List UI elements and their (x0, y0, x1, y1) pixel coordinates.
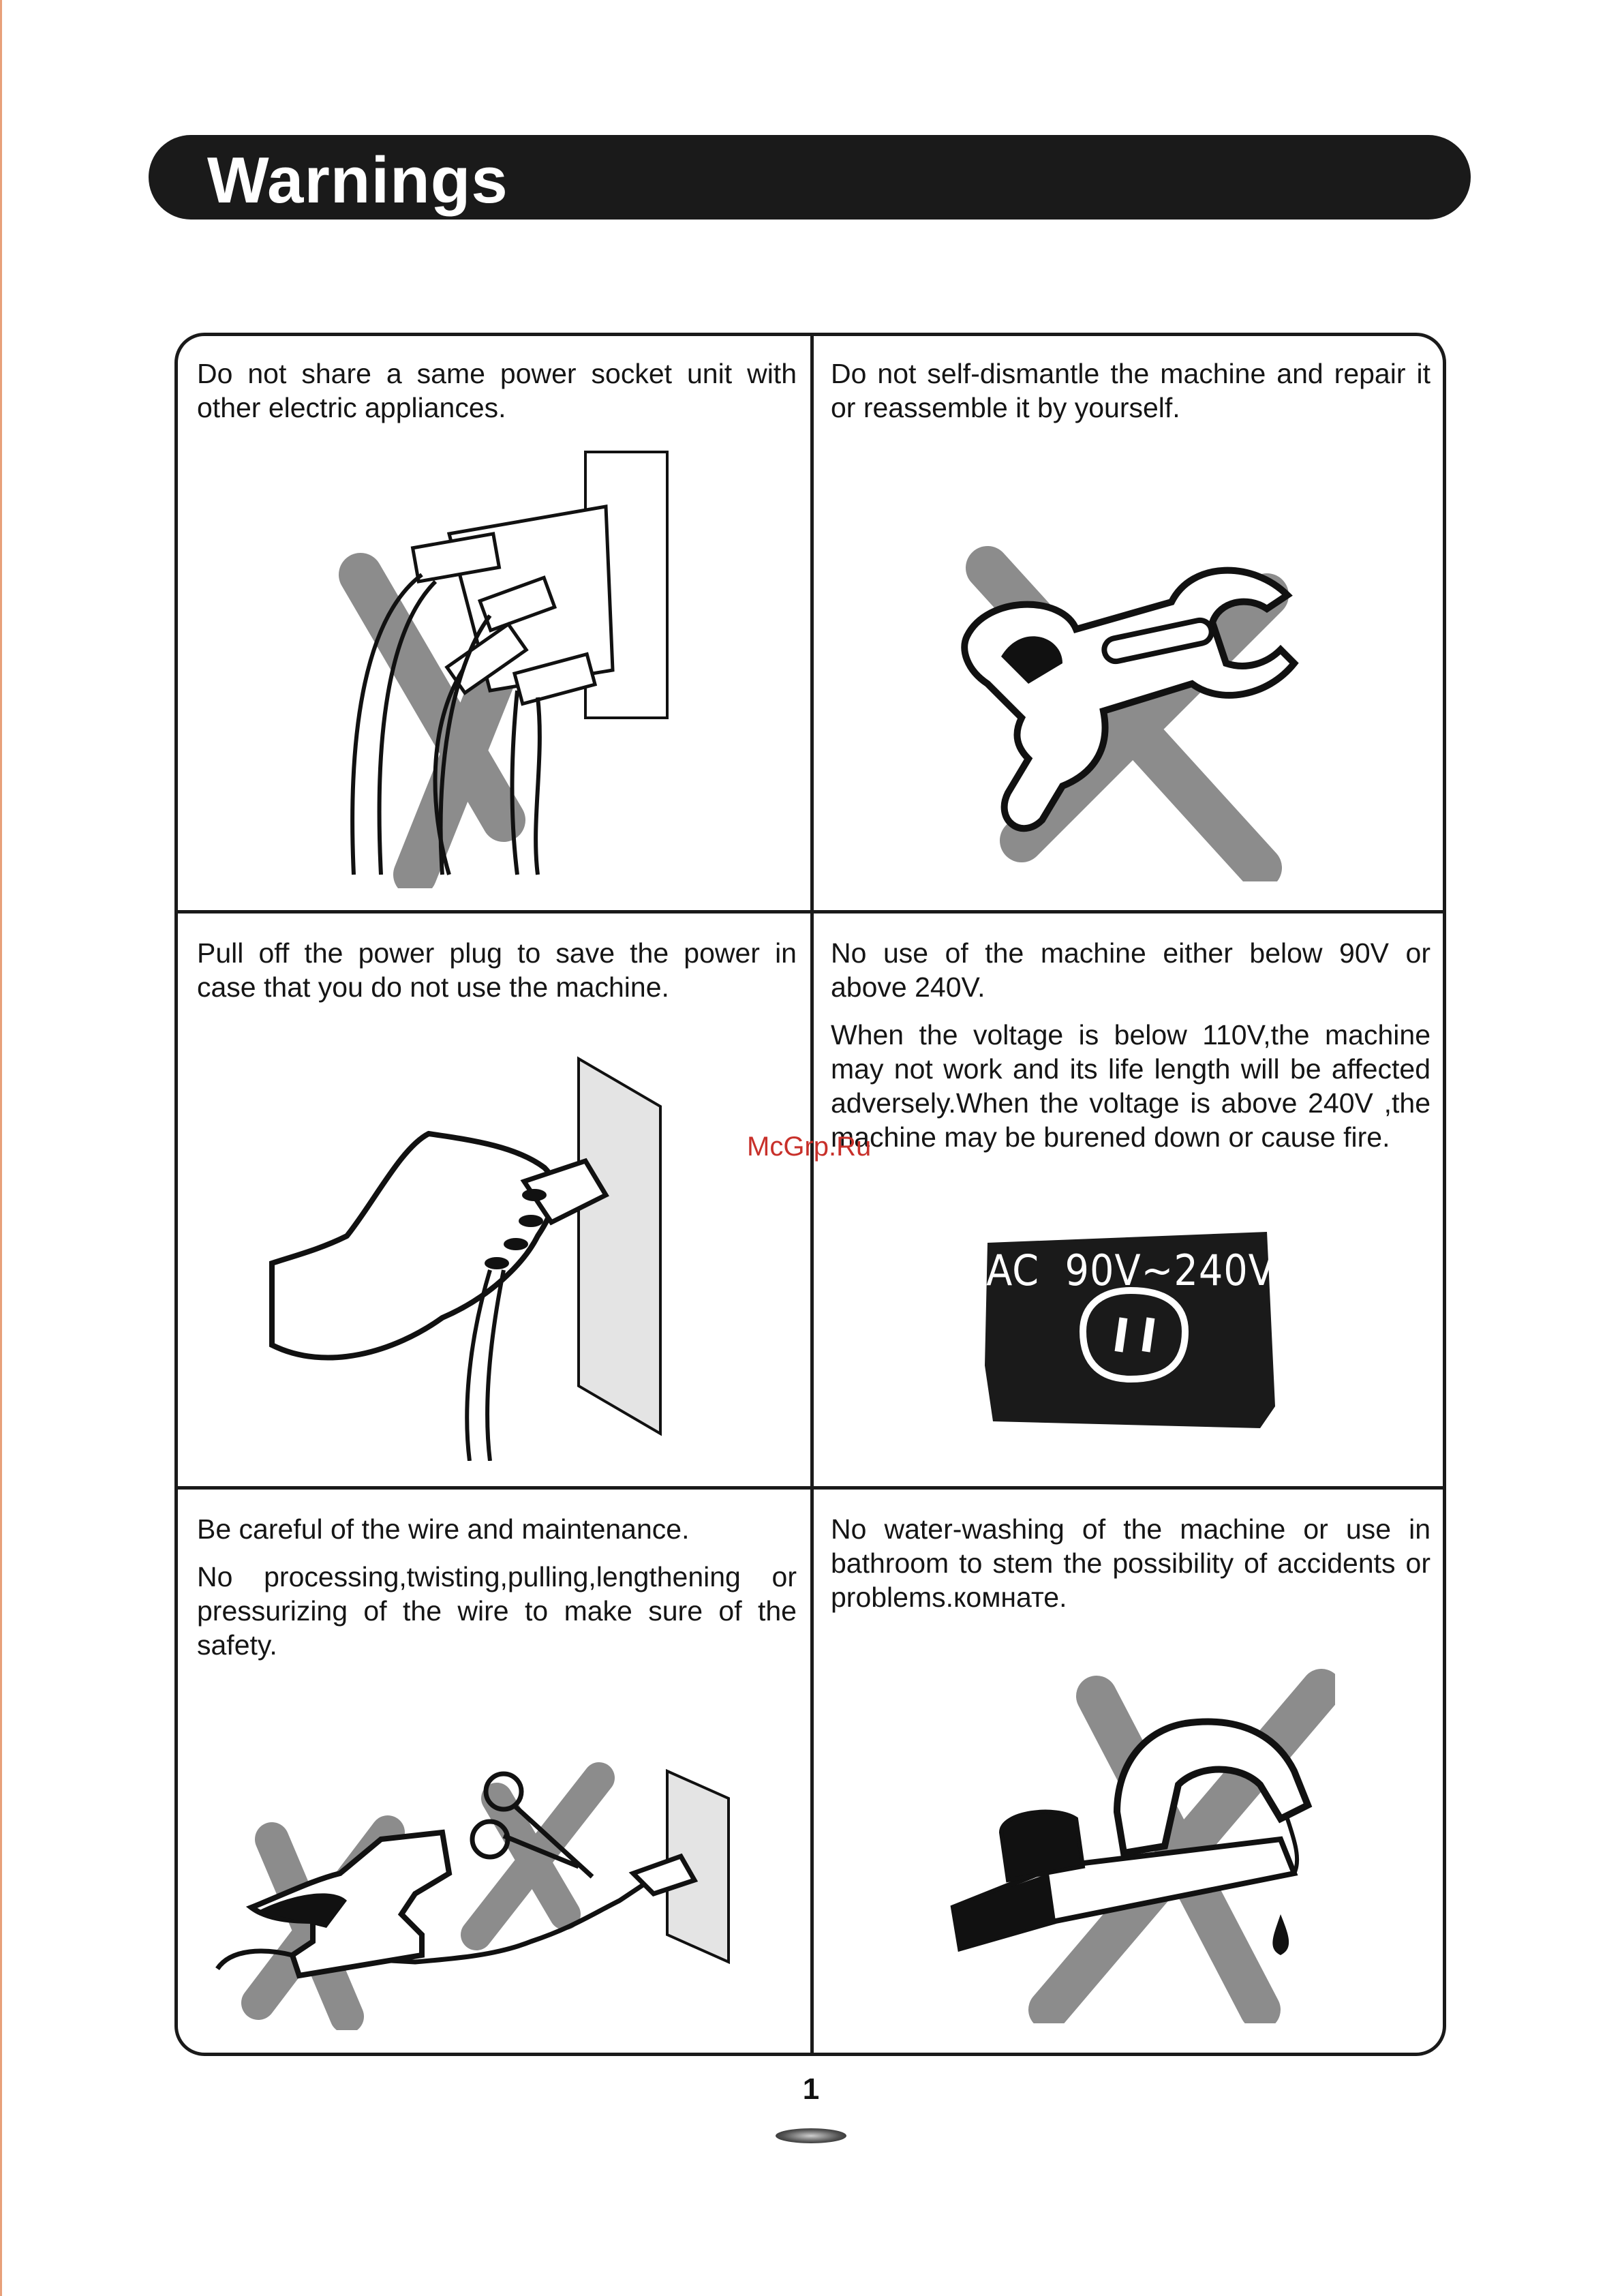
warning-text: Do not self-dismantle the machine and repair it or reassemble it by yourself. (831, 358, 1430, 423)
voltage-sign-text: AC 90V~240V (986, 1245, 1275, 1295)
page-number: 1 (802, 2072, 820, 2106)
page-number-ornament (776, 2128, 846, 2143)
warning-text: Be careful of the wire and maintenance. (197, 1513, 690, 1545)
warning-text: No use of the machine either below 90V or above 240V. (831, 937, 1430, 1003)
warning-detail-text: When the voltage is below 110V,the machine may not work and its life length will be affected adversely.When the voltage is above 240V ,the machine may be burened down or cause fire. (831, 1019, 1430, 1153)
warning-text: Pull off the power plug to save the power in case that you do not use the machine. (197, 937, 797, 1003)
crowded-socket-icon (313, 438, 694, 888)
warning-detail-text: No processing,twisting,pulling,lengthening or pressurizing of the wire to make sure of the safety. (197, 1561, 797, 1661)
anvil-scissors-icon (211, 1757, 797, 2030)
grid-vertical-divider (810, 336, 814, 2053)
warning-text: No water-washing of the machine or use in bathroom to stem the possibility of accidents or problems.комнате. (831, 1513, 1430, 1613)
watermark-text: McGrp.Ru (747, 1132, 872, 1162)
warnings-grid (174, 333, 1446, 2056)
page-edge-line (0, 0, 2, 2296)
warning-cell-socket (197, 357, 797, 909)
warning-cell-voltage (831, 936, 1430, 1481)
warning-cell-unplug (197, 936, 797, 1481)
page-title: Warnings (207, 144, 508, 217)
title-bar (149, 135, 1471, 220)
warning-cell-water (831, 1512, 1430, 2051)
warning-cell-wire (197, 1512, 797, 2051)
hand-pulling-plug-icon (265, 1052, 729, 1461)
wrench-icon (947, 459, 1315, 881)
voltage-sign (981, 1229, 1281, 1434)
faucet-icon (940, 1669, 1335, 2023)
warning-text: Do not share a same power socket unit with other electric appliances. (197, 358, 797, 423)
grid-row-divider (178, 910, 1443, 913)
warning-cell-dismantle (831, 357, 1430, 909)
grid-row-divider (178, 1486, 1443, 1490)
